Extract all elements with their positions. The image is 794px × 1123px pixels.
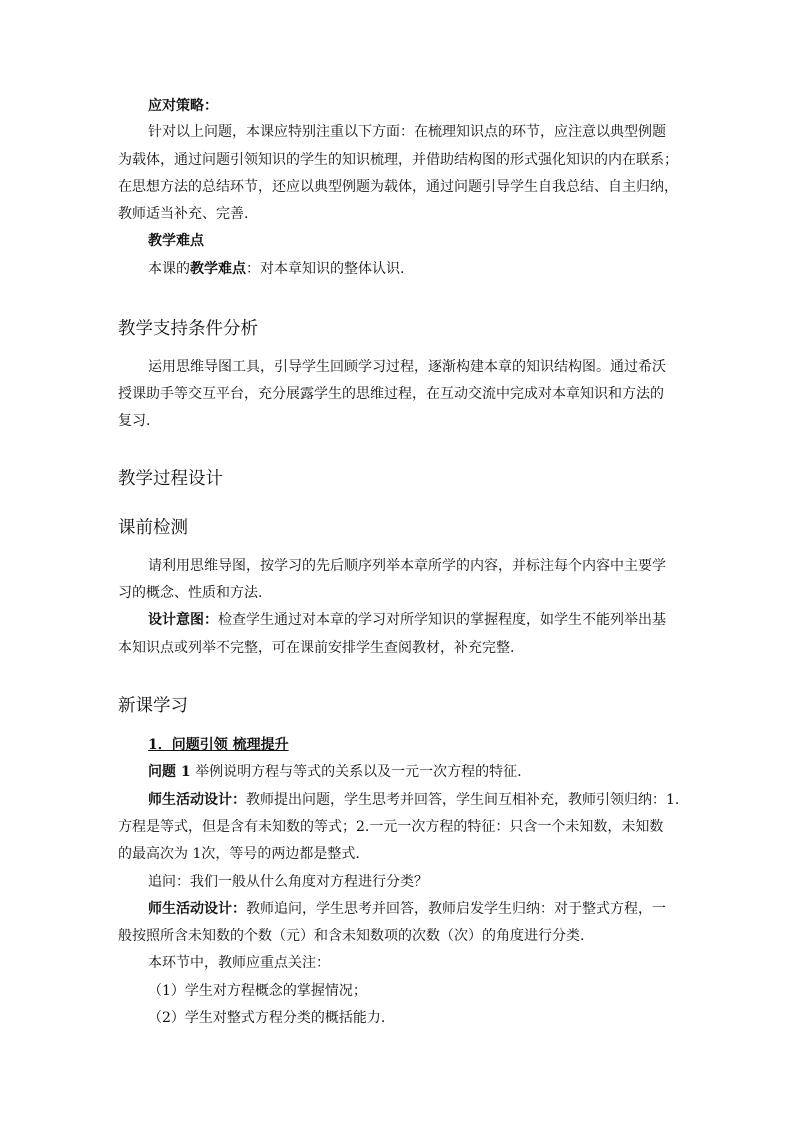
process-heading: 教学过程设计: [118, 469, 223, 489]
support-line-3: 复习.: [118, 413, 151, 429]
followup-question: 追问：我们一般从什么角度对方程进行分类？: [148, 874, 428, 890]
precheck-intent-line-1: [148, 610, 666, 630]
question-1-text: 举例说明方程与等式的关系以及一元一次方程的特征.: [190, 764, 522, 780]
intent-text-1: 检查学生通过对本章的学习对所学知识的掌握程度，如学生不能列举出基: [218, 612, 666, 628]
support-line-1: 运用思维导图工具，引导学生回顾学习过程，逐渐构建本章的知识结构图。通过希沃: [148, 359, 666, 375]
focus-item-2: （2）学生对整式方程分类的概括能力.: [148, 1010, 386, 1026]
activity-1-label: 师生活动设计：: [148, 792, 246, 808]
strategy-line-2: 为载体，通过问题引领知识的学生的知识梳理，并借助结构图的形式强化知识的内在联系；: [118, 152, 678, 168]
strategy-line-3: 在思想方法的总结环节，还应以典型例题为载体，通过问题引导学生自我总结、自主归纳，: [118, 179, 678, 195]
focus-item-1: （1）学生对方程概念的掌握情况；: [148, 983, 367, 999]
activity-2-line-1: [148, 899, 666, 919]
strategy-line-1: 针对以上问题，本课应特别注重以下方面：在梳理知识点的环节，应注意以典型例题: [148, 124, 666, 140]
strategy-line-4: 教师适当补充、完善.: [118, 206, 249, 222]
support-heading: 教学支持条件分析: [118, 319, 258, 339]
activity-2-line-2: 般按照所含未知数的个数（元）和含未知数项的次数（次）的角度进行分类.: [118, 928, 585, 944]
focus-intro: 本环节中，教师应重点关注：: [148, 955, 330, 971]
support-line-2: 授课助手等交互平台，充分展露学生的思维过程，在互动交流中完成对本章知识和方法的: [118, 386, 664, 402]
difficulty-bold: 教学难点: [190, 261, 246, 277]
question-1-label: 问题 1: [148, 764, 191, 780]
strategy-label: 应对策略：: [148, 98, 218, 114]
difficulty-label: 教学难点: [148, 233, 204, 249]
section-heading: 1．问题引领 梳理提升: [148, 737, 289, 753]
difficulty-text: ：对本章知识的整体认识.: [246, 261, 405, 277]
precheck-heading: 课前检测: [118, 518, 188, 538]
activity-1-text-1: 教师提出问题，学生思考并回答，学生间互相补充，教师引领归纳：1.: [246, 792, 680, 808]
precheck-intent-line-2: 本知识点或列举不完整，可在课前安排学生查阅教材，补充完整.: [118, 640, 515, 656]
question-1-line: [148, 762, 522, 782]
precheck-line-1: 请利用思维导图，按学习的先后顺序列举本章所学的内容，并标注每个内容中主要学: [148, 558, 666, 574]
difficulty-prefix: 本课的: [148, 261, 190, 277]
activity-2-text-1: 教师追问，学生思考并回答，教师启发学生归纳：对于整式方程，一: [246, 901, 666, 917]
activity-1-line-1: [148, 790, 679, 810]
intent-label: 设计意图：: [148, 612, 218, 628]
activity-1-line-3: 的最高次为 1次，等号的两边都是整式.: [118, 846, 360, 862]
activity-2-label: 师生活动设计：: [148, 901, 246, 917]
precheck-line-2: 习的概念、性质和方法.: [118, 585, 263, 601]
activity-1-line-2: 方程是等式，但是含有未知数的等式；2.一元一次方程的特征：只含一个未知数，未知数: [118, 819, 664, 835]
difficulty-line: [148, 259, 404, 279]
newlesson-heading: 新课学习: [118, 696, 188, 716]
